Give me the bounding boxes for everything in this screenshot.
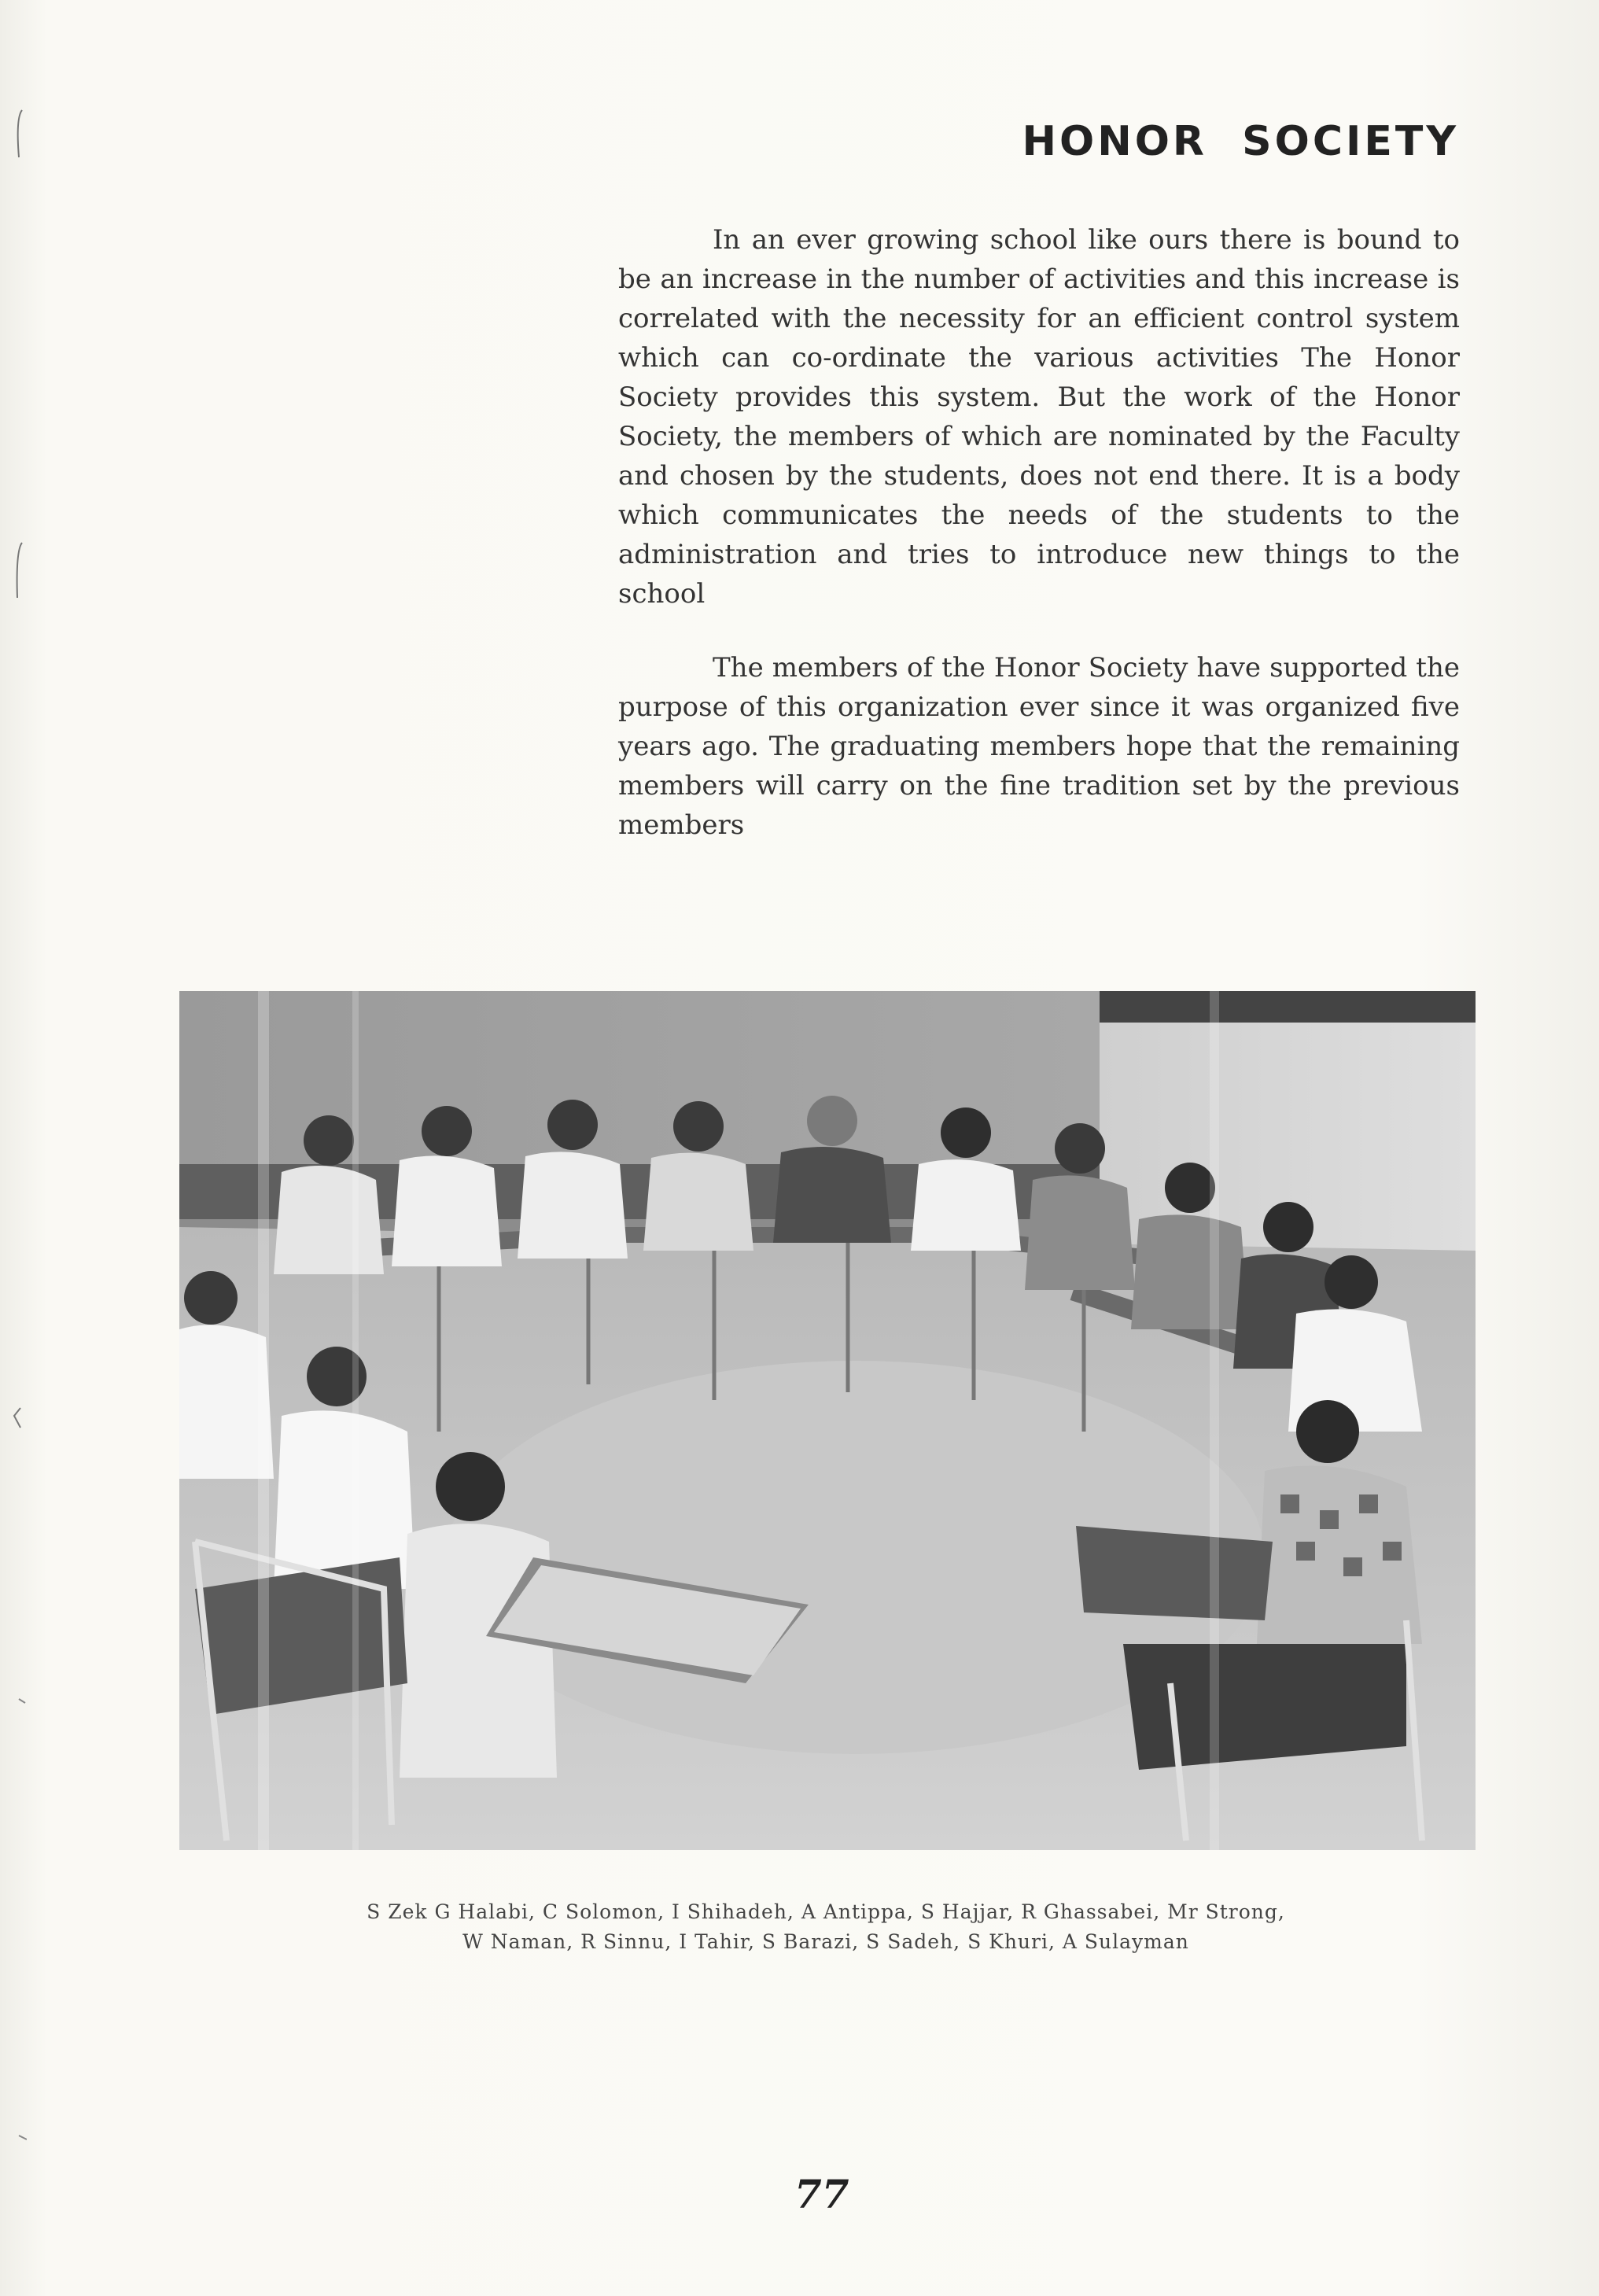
binding-edge-marks [11, 0, 27, 2296]
page-title: HONOR SOCIETY [1022, 118, 1459, 165]
intro-paragraph: In an ever growing school like ours there is bound to be an increase in the number of activities and this increase is correlated with the necessity for an efficient control system which can co-ordinate the various activities The Honor Society provides this system. But the work of the Honor Society, the members of which are nominated by the Faculty and chosen by the students, does not end there. It is a body which communicates the needs of the students to the administration and tries to introduce new things to the school [618, 224, 1460, 610]
group-photo [179, 991, 1476, 1850]
page-number: 77 [794, 2171, 849, 2217]
closing-paragraph: The members of the Honor Society have supported the purpose of this organization ever since it was organized five years ago. The graduating members hope that the remaining members will carry on the fine tradition set by the previous members [618, 652, 1460, 841]
group-photo-image [179, 991, 1476, 1850]
photo-caption-line-1: S Zek G Halabi, C Solomon, I Shihadeh, A Antippa, S Hajjar, R Ghassabei, Mr Strong, [367, 1900, 1285, 1923]
photo-caption-line-2: W Naman, R Sinnu, I Tahir, S Barazi, S Sadeh, S Khuri, A Sulayman [462, 1930, 1189, 1953]
photo-caption [236, 1897, 1416, 1957]
